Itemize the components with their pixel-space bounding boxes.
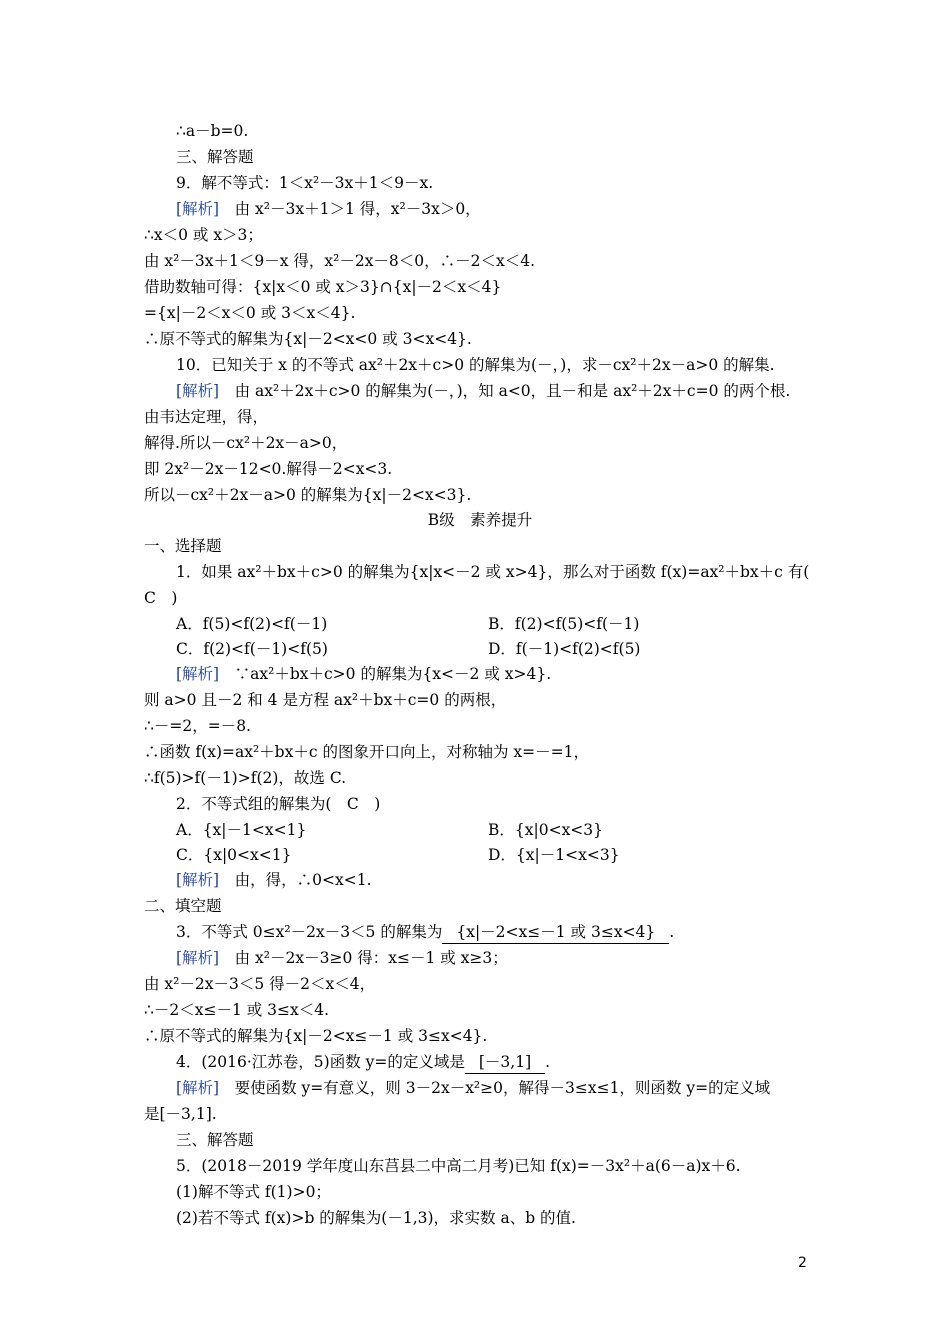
question-2: 2．不等式组的解集为( C ) — [176, 795, 381, 813]
solution-line: [解析] 由 ax²＋2x＋c>0 的解集为(－，)，知 a<0，且－和是 ax²＋2x＋c=0 的两个根. — [176, 382, 791, 400]
question-1-answer: C ) — [144, 589, 178, 607]
question-5: 5．(2018－2019 学年度山东莒县二中高二月考)已知 f(x)=－3x²＋a(6－a)x＋6. — [176, 1157, 741, 1175]
option-row — [176, 636, 816, 662]
text-line: ∴原不等式的解集为{x|－2<x≤－1 或 3≤x<4}. — [144, 1027, 488, 1045]
question-1: 1．如果 ax²＋bx＋c>0 的解集为{x|x<－2 或 x>4}，那么对于函数 f(x)=ax²＋bx＋c 有( — [176, 563, 810, 581]
text-line: ∴－2＜x≤－1 或 3≤x＜4. — [144, 1001, 330, 1019]
analysis-tag: [解析] — [176, 382, 220, 400]
question-3: 3．不等式 0≤x²－2x－3＜5 的解集为 {x|－2<x≤－1 或 3≤x<4} . — [176, 919, 816, 945]
analysis-tag: [解析] — [176, 1079, 220, 1097]
text-line: 借助数轴可得：{x|x＜0 或 x＞3}∩{x|－2＜x＜4} — [144, 278, 502, 296]
option-row — [176, 842, 816, 868]
solution-line: [解析] 由，得，∴0<x<1. — [176, 871, 372, 889]
solution-line: [解析] 要使函数 y=有意义，则 3－2x－x²≥0，解得－3≤x≤1，则函数 y=的定义域 — [176, 1079, 771, 1097]
option-row — [176, 817, 816, 843]
fill-blank-answer: {x|－2<x≤－1 或 3≤x<4} — [442, 921, 669, 944]
option-row — [176, 611, 816, 637]
question-10: 10．已知关于 x 的不等式 ax²＋2x＋c>0 的解集为(－，)，求－cx²＋2x－a>0 的解集. — [176, 356, 775, 374]
text-line: 即 2x²－2x－12<0.解得－2<x<3. — [144, 460, 393, 478]
text-line: 是[－3,1]. — [144, 1105, 217, 1123]
text-line: 解得.所以－cx²＋2x－a>0， — [144, 434, 348, 452]
text-line: ={x|－2＜x＜0 或 3＜x＜4}. — [144, 304, 356, 322]
text-line: ∴－=2，=－8. — [144, 717, 251, 735]
option-b: B．f(2)<f(5)<f(－1) — [488, 615, 640, 633]
question-9: 9．解不等式：1＜x²－3x＋1＜9－x. — [176, 174, 434, 192]
text-line: 所以－cx²＋2x－a>0 的解集为{x|－2<x<3}. — [144, 486, 472, 504]
option-d: D．f(－1)<f(2)<f(5) — [488, 640, 641, 658]
analysis-tag: [解析] — [176, 200, 220, 218]
option-a: A．{x|－1<x<1} — [176, 821, 307, 839]
section-heading: 三、解答题 — [176, 1131, 254, 1149]
text-line: ∴x＜0 或 x＞3； — [144, 226, 263, 244]
option-c: C．f(2)<f(－1)<f(5) — [176, 640, 328, 658]
section-heading: 一、选择题 — [144, 537, 222, 555]
option-a: A．f(5)<f(2)<f(－1) — [176, 615, 328, 633]
analysis-tag: [解析] — [176, 665, 220, 683]
analysis-tag: [解析] — [176, 871, 220, 889]
section-heading: 二、填空题 — [144, 897, 222, 915]
page-number: 2 — [798, 1255, 807, 1271]
text-line: ∴原不等式的解集为{x|－2<x<0 或 3<x<4}. — [144, 330, 472, 348]
text-line: 由 x²－2x－3＜5 得－2＜x＜4， — [144, 975, 376, 993]
option-d: D．{x|－1<x<3} — [488, 846, 620, 864]
level-heading: B级 素养提升 — [427, 511, 533, 529]
section-heading: 三、解答题 — [176, 148, 254, 166]
option-b: B．{x|0<x<3} — [488, 821, 604, 839]
question-4: 4．(2016·江苏卷，5)函数 y=的定义域是 [－3,1] . — [176, 1049, 816, 1075]
sub-question: (2)若不等式 f(x)>b 的解集为(－1,3)，求实数 a、b 的值. — [176, 1209, 576, 1227]
text-line: ∴函数 f(x)=ax²＋bx＋c 的图象开口向上，对称轴为 x=－=1， — [144, 743, 589, 761]
solution-line: [解析] ∵ax²＋bx＋c>0 的解集为{x<－2 或 x>4}. — [176, 665, 552, 683]
fill-blank-answer: [－3,1] — [465, 1051, 545, 1074]
text-line: 由 x²－3x＋1＜9－x 得，x²－2x－8＜0，∴－2＜x＜4. — [144, 252, 536, 270]
sub-question: (1)解不等式 f(1)>0； — [176, 1183, 331, 1201]
solution-line: [解析] 由 x²－3x＋1＞1 得，x²－3x＞0， — [176, 200, 481, 218]
text-line: 由韦达定理，得， — [144, 408, 269, 426]
text-line: 则 a>0 且－2 和 4 是方程 ax²＋bx＋c=0 的两根， — [144, 691, 507, 709]
solution-line: [解析] 由 x²－2x－3≥0 得：x≤－1 或 x≥3； — [176, 949, 508, 967]
text-line: ∴f(5)>f(－1)>f(2)，故选 C. — [144, 769, 347, 787]
analysis-tag: [解析] — [176, 949, 220, 967]
option-c: C．{x|0<x<1} — [176, 846, 292, 864]
text-line: ∴a－b=0. — [176, 122, 249, 140]
